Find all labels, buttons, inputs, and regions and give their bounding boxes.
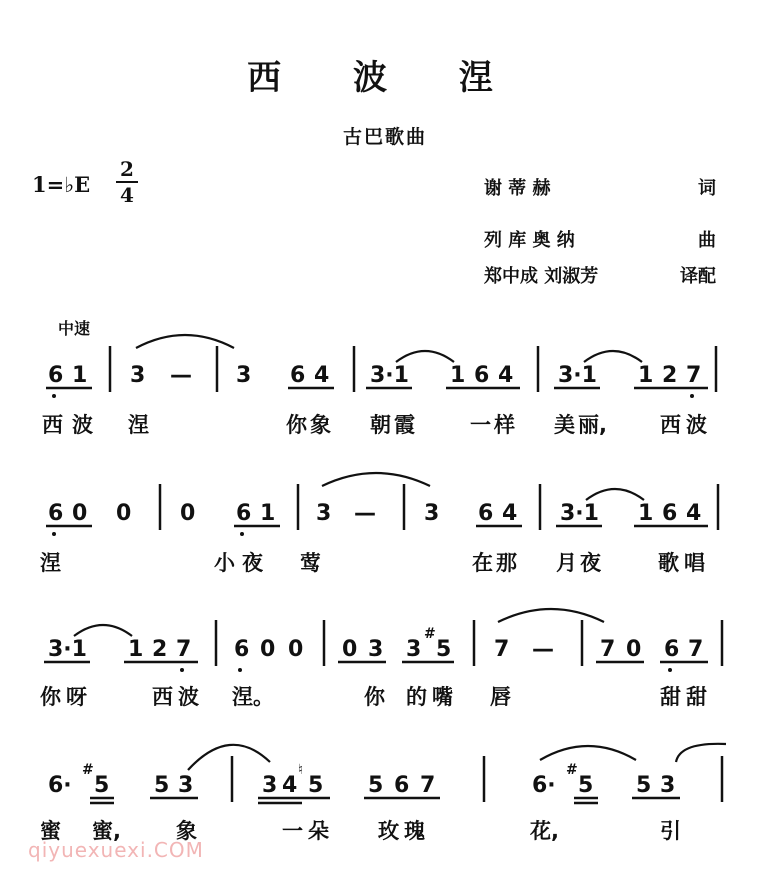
- watermark: qiyuexuexi.COM: [28, 838, 204, 862]
- credit-role: 曲: [698, 230, 716, 251]
- octave-dot: [668, 668, 672, 672]
- note: 1: [638, 501, 654, 526]
- note: 1: [450, 363, 466, 388]
- lyric: 西: [42, 413, 63, 437]
- note: 0: [180, 501, 196, 526]
- row-1: [42, 335, 716, 437]
- octave-dot: [238, 668, 242, 672]
- note: 3: [406, 637, 422, 662]
- lyric: 象: [176, 819, 197, 843]
- lyric: 西: [660, 413, 681, 437]
- lyric: 波: [686, 413, 707, 437]
- note: 5: [154, 773, 170, 798]
- row-3: [40, 609, 722, 709]
- tie: [188, 745, 270, 770]
- note: 3: [178, 773, 194, 798]
- tie: [136, 335, 234, 348]
- lyric: 美: [554, 413, 575, 437]
- note: 5: [436, 637, 452, 662]
- lyric: 蜜: [40, 819, 61, 843]
- sharp-sign: #: [566, 762, 578, 778]
- page-title: 西 波 涅: [247, 58, 523, 98]
- note: 6: [48, 501, 64, 526]
- note: 3: [262, 773, 278, 798]
- note: 1: [128, 637, 144, 662]
- lyric: 歌: [658, 551, 679, 575]
- note: 6: [290, 363, 306, 388]
- note: 7: [686, 363, 702, 388]
- note: 6: [662, 501, 678, 526]
- note: 0: [116, 501, 132, 526]
- note: 0: [342, 637, 358, 662]
- lyric: 波: [72, 413, 93, 437]
- lyric: 那: [496, 551, 517, 575]
- octave-dot: [52, 394, 56, 398]
- sharp-sign: #: [424, 626, 436, 642]
- lyric: 丽,: [578, 413, 607, 437]
- lyric: 蜜,: [92, 819, 121, 843]
- lyric: 玫: [378, 819, 399, 843]
- note: 6: [474, 363, 490, 388]
- note: 7: [420, 773, 436, 798]
- lyric: 嘴: [432, 685, 453, 709]
- note: 4: [498, 363, 514, 388]
- lyric: 你: [286, 413, 307, 437]
- note: 3: [660, 773, 676, 798]
- note: 4: [314, 363, 330, 388]
- lyric: 涅: [40, 551, 61, 575]
- credit-name: 郑中成 刘淑芳: [484, 266, 599, 287]
- lyric: 样: [494, 413, 515, 437]
- lyric: 夜: [242, 551, 263, 575]
- tie: [676, 744, 726, 762]
- note: 3: [368, 637, 384, 662]
- lyric: 朵: [308, 819, 329, 843]
- note: 6·: [532, 773, 556, 798]
- lyric: 一: [470, 413, 491, 437]
- credit-name: 列 库 奥 纳: [484, 230, 575, 251]
- note: —: [354, 501, 376, 526]
- lyric: 波: [178, 685, 199, 709]
- tie: [322, 473, 430, 486]
- note: 3: [130, 363, 146, 388]
- note: 6: [48, 363, 64, 388]
- key-signature: 1=♭E: [32, 172, 91, 197]
- lyric: 引: [660, 819, 681, 843]
- octave-dot: [240, 532, 244, 536]
- note: 5: [578, 773, 594, 798]
- note: 5: [94, 773, 110, 798]
- credit-name: 谢 蒂 赫: [484, 178, 551, 199]
- tempo-marking: 中速: [58, 319, 91, 338]
- note: 6: [394, 773, 410, 798]
- octave-dot: [180, 668, 184, 672]
- tie: [498, 609, 604, 622]
- note: 6: [234, 637, 250, 662]
- credit-role: 译配: [680, 266, 716, 287]
- note: 0: [260, 637, 276, 662]
- row-2: [40, 473, 718, 575]
- note: 3·1: [558, 363, 597, 388]
- note: 6: [664, 637, 680, 662]
- note: —: [170, 363, 192, 388]
- tie: [540, 746, 636, 760]
- note: 2: [152, 637, 168, 662]
- note: 1: [638, 363, 654, 388]
- tie: [586, 489, 644, 500]
- tie: [396, 351, 454, 362]
- note: 5: [368, 773, 384, 798]
- natural-sign: ♮: [298, 762, 304, 778]
- lyric: 涅: [128, 413, 149, 437]
- note: 4: [282, 773, 298, 798]
- lyric: 霞: [394, 413, 415, 437]
- lyric: 瑰: [404, 819, 425, 843]
- note: 0: [72, 501, 88, 526]
- lyric: 的: [406, 685, 427, 709]
- lyric: 莺: [300, 551, 321, 575]
- lyric: 你: [364, 685, 385, 709]
- lyric: 夜: [580, 551, 601, 575]
- sharp-sign: #: [82, 762, 94, 778]
- lyric: 朝: [370, 413, 391, 437]
- note: 3·1: [370, 363, 409, 388]
- time-signature-bottom: 4: [120, 183, 134, 207]
- note: 4: [502, 501, 518, 526]
- note: 5: [308, 773, 324, 798]
- subtitle: 古巴歌曲: [342, 126, 427, 148]
- time-signature-top: 2: [120, 157, 134, 181]
- note: 3·1: [48, 637, 87, 662]
- note: 6·: [48, 773, 72, 798]
- note: 3: [424, 501, 440, 526]
- lyric: 唇: [490, 685, 511, 709]
- lyric: 甜: [660, 685, 681, 709]
- lyric: 你: [40, 685, 61, 709]
- note: 3: [236, 363, 252, 388]
- note: 0: [626, 637, 642, 662]
- lyric: 呀: [66, 685, 87, 709]
- note: 6: [236, 501, 252, 526]
- lyric: 西: [152, 685, 173, 709]
- note: —: [532, 637, 554, 662]
- note: 3: [316, 501, 332, 526]
- note: 7: [176, 637, 192, 662]
- note: 6: [478, 501, 494, 526]
- lyric: 小: [214, 551, 235, 575]
- octave-dot: [52, 532, 56, 536]
- lyric: 唱: [684, 551, 705, 575]
- note: 4: [686, 501, 702, 526]
- note: 1: [260, 501, 276, 526]
- note: 1: [72, 363, 88, 388]
- lyric: 涅。: [232, 685, 274, 709]
- lyric: 象: [310, 413, 331, 437]
- lyric: 甜: [686, 685, 707, 709]
- note: 0: [288, 637, 304, 662]
- note: 2: [662, 363, 678, 388]
- lyric: 在: [472, 551, 493, 575]
- note: 5: [636, 773, 652, 798]
- octave-dot: [690, 394, 694, 398]
- credit-role: 词: [698, 178, 716, 199]
- note: 3·1: [560, 501, 599, 526]
- note: 7: [688, 637, 704, 662]
- lyric: 月: [556, 551, 577, 575]
- row-4: [40, 744, 726, 843]
- tie: [584, 351, 642, 362]
- lyric: 一: [282, 819, 303, 843]
- tie: [74, 625, 132, 636]
- lyric: 花,: [530, 819, 559, 843]
- note: 7: [494, 637, 510, 662]
- note: 7: [600, 637, 616, 662]
